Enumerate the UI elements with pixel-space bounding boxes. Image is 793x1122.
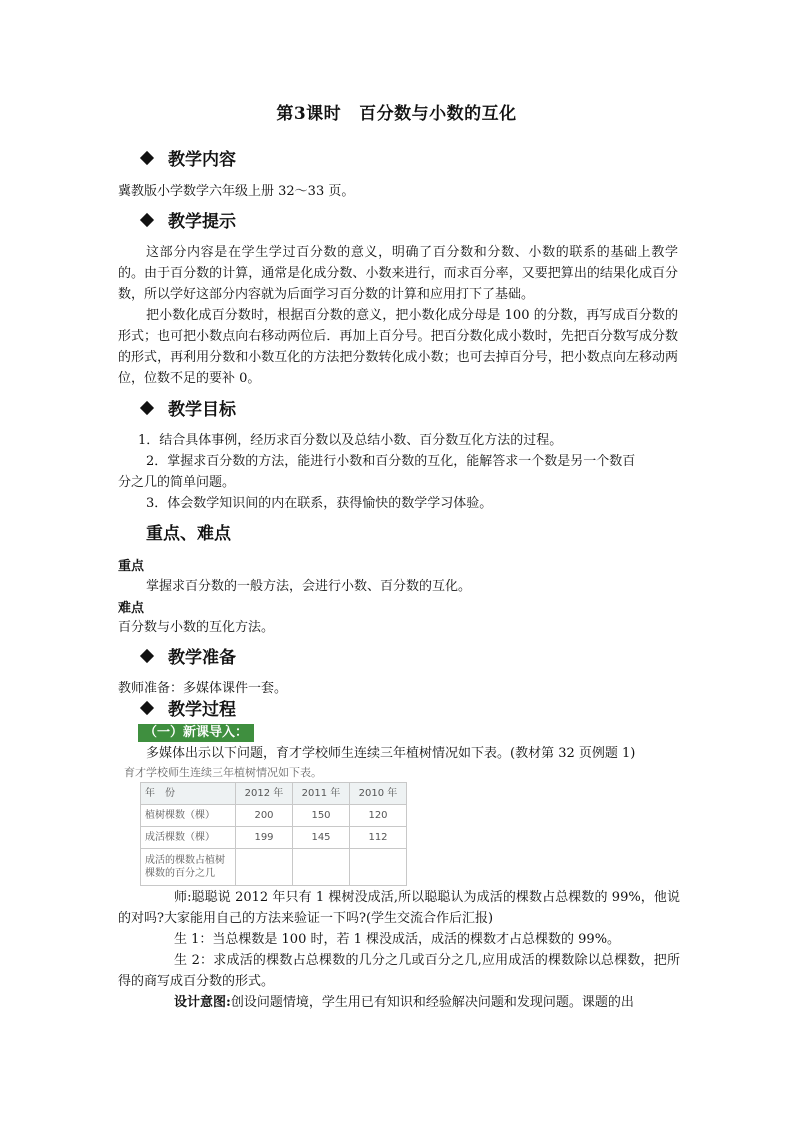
process-dialog: [118, 887, 680, 1013]
goal-3: 3．体会数学知识间的内在联系，获得愉快的数学学习体验。: [146, 496, 493, 511]
diamond-bullet-icon: [140, 649, 154, 663]
hard-text: 百分数与小数的互化方法。: [118, 620, 275, 635]
table-row: 成活的棵数占植树棵数的百分之几: [141, 849, 407, 886]
content-text: 冀教版小学数学六年级上册 32～33 页。: [118, 184, 355, 199]
diamond-bullet-icon: [140, 151, 154, 165]
table-row: 成活棵数（棵） 199 145 112: [141, 827, 407, 849]
section-heading-prep: 教学准备: [138, 646, 236, 670]
section-heading-goals: 教学目标: [138, 398, 236, 422]
section-heading-keypoints: 重点、难点: [146, 524, 231, 544]
tips-body: [118, 242, 678, 389]
section-heading-content: 教学内容: [138, 148, 236, 172]
table-header-row: 年 份 2012 年 2011 年 2010 年: [141, 783, 407, 805]
diamond-bullet-icon: [140, 401, 154, 415]
design-intent: 设计意图:创设问题情境，学生用已有知识和经验解决问题和发现问题。课题的出: [174, 995, 634, 1010]
title-lesson: 课时: [306, 104, 342, 124]
section-heading-tips: 教学提示: [138, 210, 236, 234]
goal-1: 1．结合具体事例，经历求百分数以及总结小数、百分数互化方法的过程。: [138, 433, 563, 448]
student-2-dialog: 生 2：求成活的棵数占总棵数的几分之几或百分之几,应用成活的棵数除以总棵数，把所得的商写成百分数的形式。: [118, 953, 680, 989]
hard-label: 难点: [118, 601, 145, 616]
goals-body: [118, 430, 678, 514]
planting-table-image: [118, 766, 424, 880]
section-heading-process: 教学过程: [138, 698, 236, 722]
tips-paragraph-2: 把小数化成百分数时，根据百分数的意义，把小数化成分母是 100 的分数，再写成百分数的形式；也可把小数点向右移动两位后．再加上百分号。把百分数化成小数时，先把百分数写成分数的形式，再利用分数和小数互化的方法把分数转化成小数；也可去掉百分号，把小数点向左移动两位，位数不足的要补 0。: [118, 308, 678, 386]
process-intro: 多媒体出示以下问题，育才学校师生连续三年植树情况如下表。(教材第 32 页例题 1): [146, 746, 636, 761]
goal-2-line-2: 分之几的简单问题。: [118, 475, 236, 490]
table-row: 植树棵数（棵） 200 150 120: [141, 805, 407, 827]
planting-table: [140, 782, 407, 886]
title-number: 3: [293, 104, 307, 124]
table-caption: 育才学校师生连续三年植树情况如下表。: [124, 766, 322, 779]
key-text: 掌握求百分数的一般方法，会进行小数、百分数的互化。: [146, 579, 472, 594]
title-topic: 百分数与小数的互化: [359, 104, 517, 124]
page-title: [0, 104, 793, 125]
highlight-new-lesson-intro: （一）新课导入：: [138, 724, 254, 742]
title-prefix: 第: [276, 104, 294, 124]
diamond-bullet-icon: [140, 701, 154, 715]
tips-paragraph-1: 这部分内容是在学生学过百分数的意义，明确了百分数和分数、小数的联系的基础上教学的。由于百分数的计算，通常是化成分数、小数来进行，而求百分率，又要把算出的结果化成百分数，所以学好这部分内容就为后面学习百分数的计算和应用打下了基础。: [118, 245, 678, 302]
prep-text: 教师准备：多媒体课件一套。: [118, 681, 288, 696]
teacher-dialog: 师:聪聪说 2012 年只有 1 棵树没成活,所以聪聪认为成活的棵数占总棵数的 99%，他说的对吗?大家能用自己的方法来验证一下吗?(学生交流合作后汇报): [118, 890, 680, 926]
diamond-bullet-icon: [140, 213, 154, 227]
key-label: 重点: [118, 559, 145, 574]
student-1-dialog: 生 1：当总棵数是 100 时，若 1 棵没成活，成活的棵数才占总棵数的 99%。: [174, 932, 621, 947]
goal-2-line-1: 2．掌握求百分数的方法，能进行小数和百分数的互化，能解答求一个数是另一个数百: [146, 454, 636, 469]
